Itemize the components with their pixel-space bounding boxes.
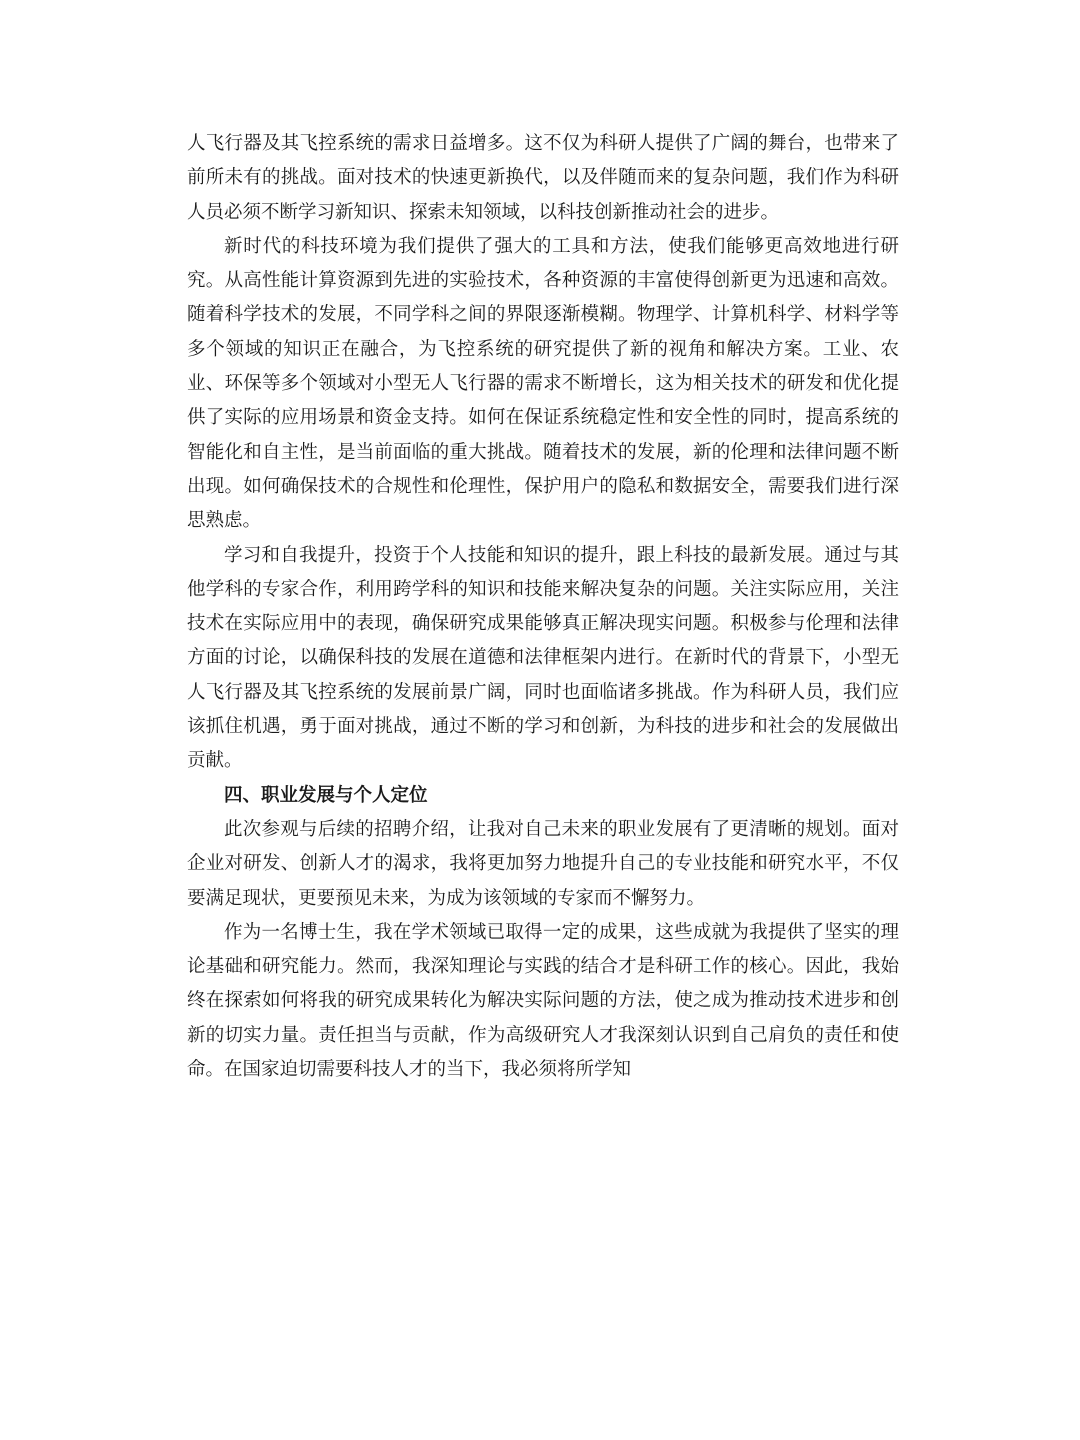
paragraph-self-improvement: 学习和自我提升，投资于个人技能和知识的提升，跟上科技的最新发展。通过与其他学科的专家合作，利用跨学科的知识和技能来解决复杂的问题。关注实际应用，关注技术在实际应用中的表现，确保研究成果能够真正解决现实问题。积极参与伦理和法律方面的讨论，以确保科技的发展在道德和法律框架内进行。在新时代的背景下，小型无人飞行器及其飞控系统的发展前景广阔，同时也面临诸多挑战。作为科研人员，我们应该抓住机遇，勇于面对挑战，通过不断的学习和创新，为科技的进步和社会的发展做出贡献。 <box>187 544 899 772</box>
paragraph-continuation: 人飞行器及其飞控系统的需求日益增多。这不仅为科研人提供了广阔的舞台，也带来了前所未有的挑战。面对技术的快速更新换代，以及伴随而来的复杂问题，我们作为科研人员必须不断学习新知识、探索未知领域，以科技创新推动社会的进步。 <box>187 133 899 223</box>
paragraph-career-planning: 此次参观与后续的招聘介绍，让我对自己未来的职业发展有了更清晰的规划。面对企业对研发、创新人才的渴求，我将更加努力地提升自己的专业技能和研究水平，不仅要满足现状，更要预见未来，为成为该领域的专家而不懈努力。 <box>187 818 899 909</box>
paragraph-tech-environment: 新时代的科技环境为我们提供了强大的工具和方法，使我们能够更高效地进行研究。从高性能计算资源到先进的实验技术，各种资源的丰富使得创新更为迅速和高效。随着科学技术的发展，不同学科之间的界限逐渐模糊。物理学、计算机科学、材料学等多个领域的知识正在融合，为飞控系统的研究提供了新的视角和解决方案。工业、农业、环保等多个领域对小型无人飞行器的需求不断增长，这为相关技术的研发和优化提供了实际的应用场景和资金支持。如何在保证系统稳定性和安全性的同时，提高系统的智能化和自主性，是当前面临的重大挑战。随着技术的发展，新的伦理和法律问题不断出现。如何确保技术的合规性和伦理性，保护用户的隐私和数据安全，需要我们进行深思熟虑。 <box>187 235 899 532</box>
document-body <box>187 127 899 1087</box>
section-heading-career: 四、职业发展与个人定位 <box>224 784 428 806</box>
paragraph-phd-responsibility: 作为一名博士生，我在学术领域已取得一定的成果，这些成就为我提供了坚实的理论基础和研究能力。然而，我深知理论与实践的结合才是科研工作的核心。因此，我始终在探索如何将我的研究成果转化为解决实际问题的方法，使之成为推动技术进步和创新的切实力量。责任担当与贡献，作为高级研究人才我深刻认识到自己肩负的责任和使命。在国家迫切需要科技人才的当下，我必须将所学知 <box>187 921 899 1081</box>
